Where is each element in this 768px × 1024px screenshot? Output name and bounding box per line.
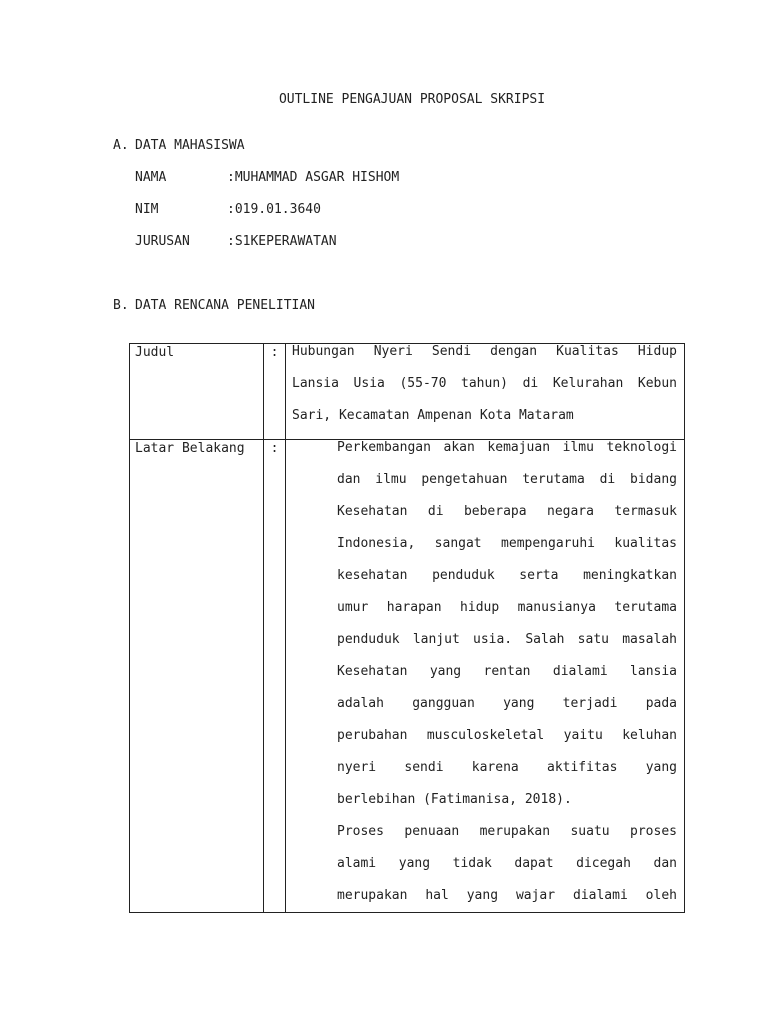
content-line: Kesehatan di beberapa negara termasuk: [337, 504, 677, 519]
field-nim-value: :019.01.3640: [227, 202, 321, 217]
table-row-judul: [130, 344, 685, 440]
document-title: OUTLINE PENGAJUAN PROPOSAL SKRIPSI: [278, 92, 546, 107]
row-label: Latar Belakang: [130, 440, 264, 913]
content-line: Lansia Usia (55-70 tahun) di Kelurahan Kebun: [292, 376, 677, 391]
content-line: perubahan musculoskeletal yaitu keluhan: [337, 728, 677, 743]
section-a-title: DATA MAHASISWA: [135, 138, 245, 153]
content-line: Kesehatan yang rentan dialami lansia: [337, 664, 677, 679]
row-content: [286, 344, 685, 440]
content-line: nyeri sendi karena aktifitas yang: [337, 760, 677, 775]
field-jurusan-label: JURUSAN: [135, 234, 190, 249]
content-line: Hubungan Nyeri Sendi dengan Kualitas Hidup: [292, 344, 677, 359]
content-line: berlebihan (Fatimanisa, 2018).: [337, 792, 572, 807]
content-line: Perkembangan akan kemajuan ilmu teknologi: [337, 440, 677, 455]
content-line: merupakan hal yang wajar dialami oleh: [337, 888, 677, 903]
row-label: Judul: [130, 344, 264, 440]
row-colon: :: [264, 344, 286, 440]
row-colon: :: [264, 440, 286, 913]
content-line: adalah gangguan yang terjadi pada: [337, 696, 677, 711]
field-jurusan-value: :S1KEPERAWATAN: [227, 234, 337, 249]
field-nama-value: :MUHAMMAD ASGAR HISHOM: [227, 170, 400, 185]
content-line: Sari, Kecamatan Ampenan Kota Mataram: [292, 408, 574, 423]
field-nama-label: NAMA: [135, 170, 167, 185]
content-line: umur harapan hidup manusianya terutama: [337, 600, 677, 615]
content-line: alami yang tidak dapat dicegah dan: [337, 856, 677, 871]
content-line: kesehatan penduduk serta meningkatkan: [337, 568, 677, 583]
content-line: penduduk lanjut usia. Salah satu masalah: [337, 632, 677, 647]
section-a-letter: A.: [113, 138, 129, 153]
section-b-title: DATA RENCANA PENELITIAN: [135, 298, 316, 313]
field-nim-label: NIM: [135, 202, 159, 217]
content-line: dan ilmu pengetahuan terutama di bidang: [337, 472, 677, 487]
section-b-letter: B.: [113, 298, 129, 313]
content-line: Indonesia, sangat mempengaruhi kualitas: [337, 536, 677, 551]
table-row-latar-belakang: [130, 440, 685, 913]
row-content: [286, 440, 685, 913]
research-plan-table: [129, 343, 685, 913]
content-line: Proses penuaan merupakan suatu proses: [337, 824, 677, 839]
